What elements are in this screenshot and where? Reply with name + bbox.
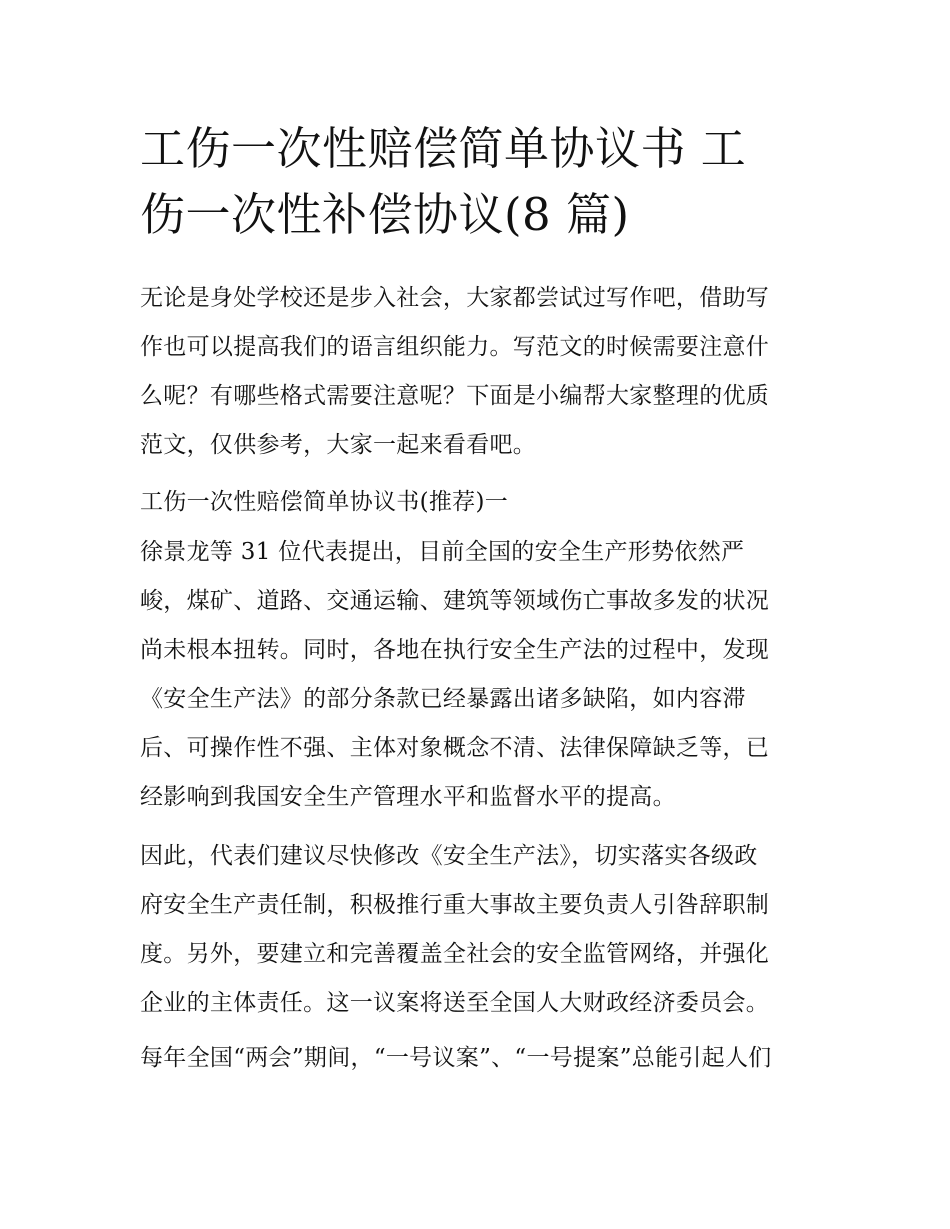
document-title <box>140 116 820 248</box>
paragraph-3 <box>140 1034 820 1083</box>
text-line: 峻，煤矿、道路、交通运输、建筑等领域伤亡事故多发的状况 <box>140 588 770 614</box>
intro-paragraph <box>140 274 820 470</box>
text-line: 《安全生产法》的部分条款已经暴露出诸多缺陷，如内容滞 <box>140 686 746 712</box>
text-line: 无论是身处学校还是步入社会，大家都尝试过写作吧，借助写 <box>140 285 770 311</box>
text-line: 企业的主体责任。这一议案将送至全国人大财政经济委员会。 <box>140 990 770 1016</box>
text-line: 府安全生产责任制，积极推行重大事故主要负责人引咎辞职制 <box>140 892 770 918</box>
text-line: 每年全国“两会”期间，“一号议案”、“一号提案”总能引起人们 <box>140 1045 772 1071</box>
section-heading-text: 工伤一次性赔偿简单协议书(推荐)一 <box>140 489 509 515</box>
paragraph-1 <box>140 528 820 822</box>
text-line: 经影响到我国安全生产管理水平和监督水平的提高。 <box>140 784 676 810</box>
text-line: 后、可操作性不强、主体对象概念不清、法律保障缺乏等，已 <box>140 735 770 761</box>
text-line: 度。另外，要建立和完善覆盖全社会的安全监管网络，并强化 <box>140 941 770 967</box>
title-line: 伤一次性补偿协议(8 篇) <box>140 188 630 241</box>
text-line: 范文，仅供参考，大家一起来看看吧。 <box>140 432 537 458</box>
paragraph-2 <box>140 832 820 1028</box>
text-line: 么呢？有哪些格式需要注意呢？下面是小编帮大家整理的优质 <box>140 383 770 409</box>
text-line: 徐景龙等 31 位代表提出，目前全国的安全生产形势依然严 <box>140 539 745 565</box>
text-line: 尚未根本扭转。同时，各地在执行安全生产法的过程中，发现 <box>140 637 770 663</box>
title-line: 工伤一次性赔偿简单协议书 工 <box>140 122 747 175</box>
text-line: 作也可以提高我们的语言组织能力。写范文的时候需要注意什 <box>140 334 770 360</box>
section-heading <box>140 478 820 527</box>
text-line: 因此，代表们建议尽快修改《安全生产法》，切实落实各级政 <box>140 843 758 869</box>
